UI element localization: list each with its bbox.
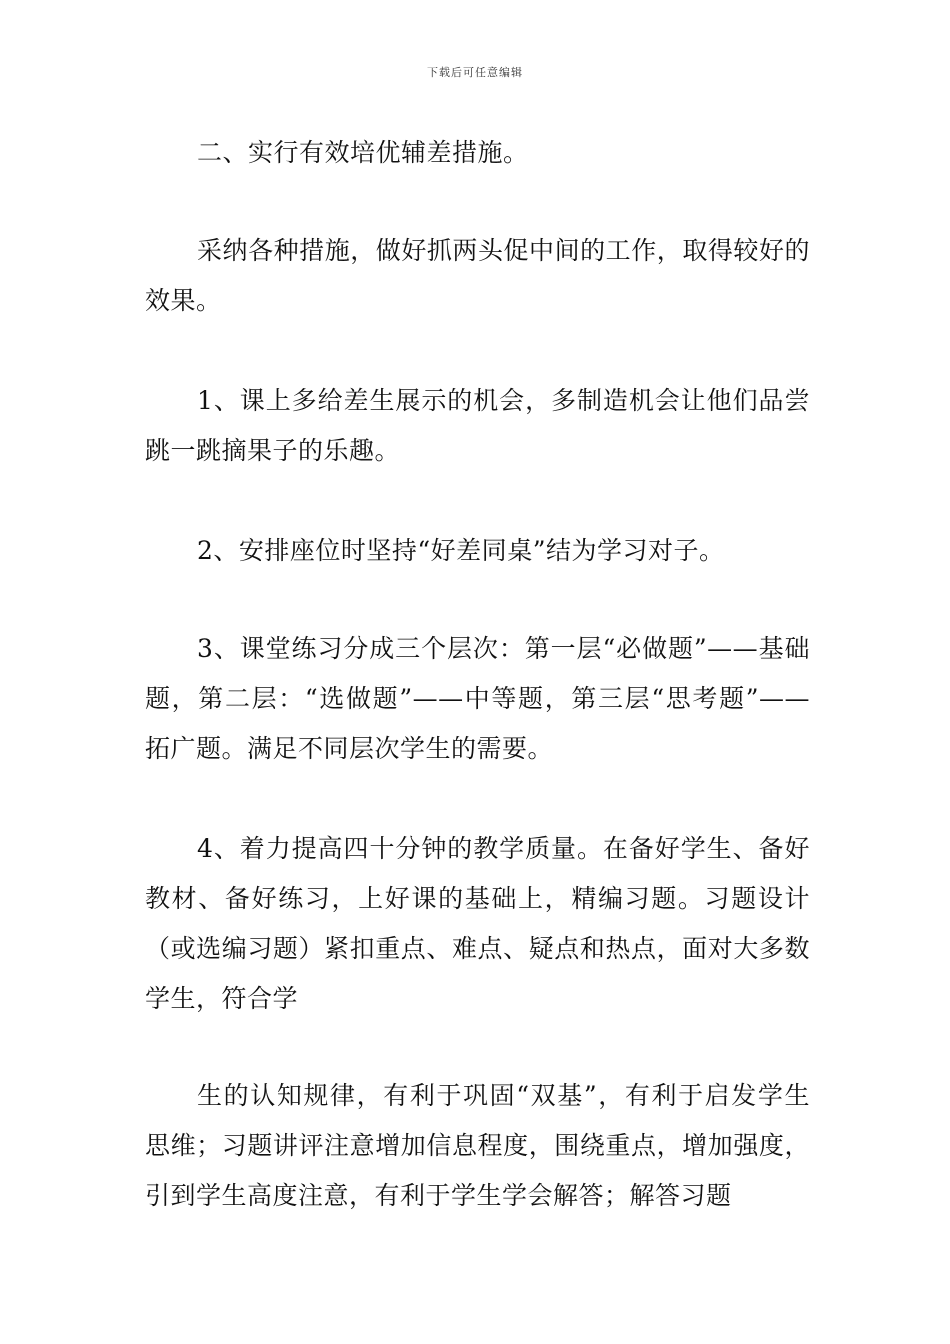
paragraph: 生的认知规律，有利于巩固“双基”，有利于启发学生思维；习题讲评注意增加信息程度，围绕重点，增加强度，引到学生高度注意，有利于学生学会解答；解答习题 <box>145 1081 810 1210</box>
paragraph-block <box>145 1071 810 1221</box>
paragraph: 4、着力提高四十分钟的教学质量。在备好学生、备好教材、备好练习，上好课的基础上，精编习题。习题设计（或选编习题）紧扣重点、难点、疑点和热点，面对大多数学生，符合学 <box>145 834 810 1013</box>
section-heading <box>145 128 810 178</box>
paragraph-block <box>145 824 810 1024</box>
paragraph-block <box>145 376 810 476</box>
paragraph-block <box>145 526 810 576</box>
paragraph: 采纳各种措施，做好抓两头促中间的工作，取得较好的效果。 <box>145 236 810 315</box>
page-header-note: 下载后可任意编辑 <box>427 66 523 79</box>
paragraph: 2、安排座位时坚持“好差同桌”结为学习对子。 <box>197 536 725 565</box>
paragraph: 二、实行有效培优辅差措施。 <box>197 138 529 167</box>
paragraph-block <box>145 226 810 326</box>
paragraph-block <box>145 624 810 774</box>
paragraph: 3、课堂练习分成三个层次：第一层“必做题”——基础题，第二层：“选做题”——中等题，第三层“思考题”——拓广题。满足不同层次学生的需要。 <box>145 634 810 763</box>
paragraph: 1、课上多给差生展示的机会，多制造机会让他们品尝跳一跳摘果子的乐趣。 <box>145 386 810 465</box>
